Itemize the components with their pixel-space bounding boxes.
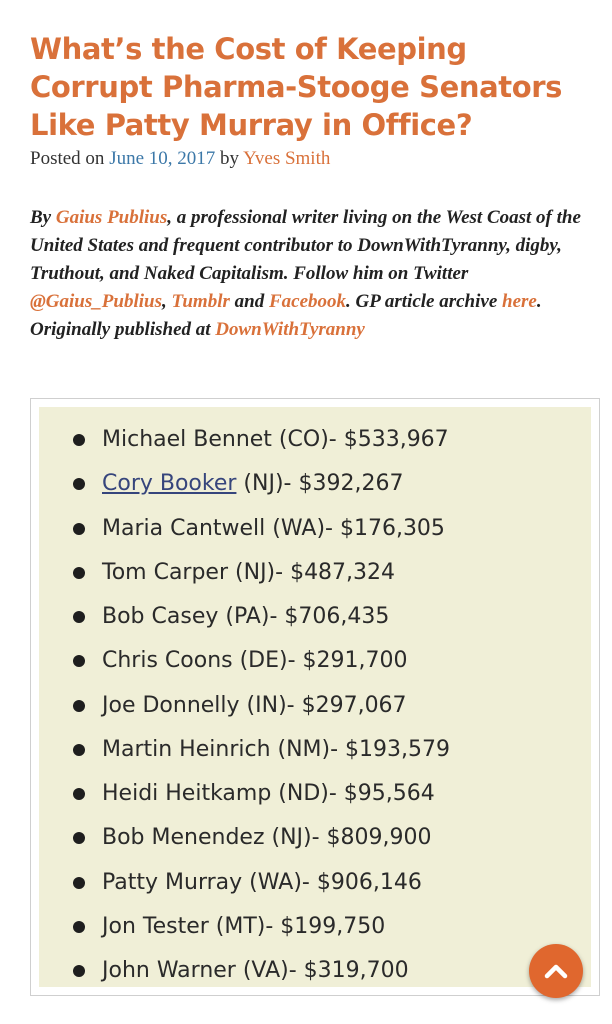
post-meta	[30, 148, 330, 170]
list-item	[39, 462, 591, 506]
senator-amount: (NJ)- $392,267	[236, 471, 404, 497]
bullet-icon	[73, 523, 85, 535]
senator-name: Tom Carper	[102, 559, 229, 585]
bullet-icon	[73, 877, 85, 889]
senator-name: Bob Casey	[102, 604, 219, 629]
senator-name: Bob Menendez	[102, 825, 265, 851]
bullet-icon	[73, 965, 85, 977]
senator-name: Maria Cantwell	[102, 515, 266, 541]
bullet-icon	[73, 832, 85, 844]
senator-name: John Warner	[102, 958, 236, 983]
list-item	[39, 551, 591, 595]
senator-amount: (NM)- $193,579	[270, 736, 451, 762]
list-item	[39, 728, 591, 772]
article-intro	[30, 204, 600, 344]
senator-amount: (CO)- $533,967	[271, 427, 449, 452]
post-date-link[interactable]: June 10, 2017	[109, 148, 216, 169]
list-item	[39, 949, 591, 993]
list-item	[39, 684, 591, 728]
bullet-icon	[73, 788, 85, 800]
senator-name: Jon Tester	[102, 913, 209, 939]
chevron-up-icon	[544, 963, 568, 979]
archive-here-link[interactable]: here	[502, 291, 537, 312]
senator-name: Patty Murray	[102, 869, 243, 895]
list-item	[39, 816, 591, 860]
intro-published-text: . Originally published at	[30, 291, 542, 340]
senator-name: Michael Bennet	[102, 427, 272, 452]
bullet-icon	[73, 567, 85, 579]
bullet-icon	[73, 700, 85, 712]
senator-amount: (DE)- $291,700	[232, 648, 408, 674]
list-item	[39, 595, 591, 639]
senator-amount: (ND)- $95,564	[271, 781, 435, 806]
list-item	[39, 639, 591, 683]
list-item	[39, 861, 591, 905]
posted-on-label: Posted on	[30, 148, 110, 169]
bullet-icon	[73, 434, 85, 446]
bullet-icon	[73, 478, 85, 490]
bullet-icon	[73, 655, 85, 667]
scroll-to-top-button[interactable]	[529, 944, 583, 998]
senator-amount: (NJ)- $809,900	[264, 825, 432, 851]
senator-amount: (WA)- $906,146	[242, 869, 422, 895]
senator-name: Joe Donnelly	[102, 692, 240, 718]
author-link[interactable]: Gaius Publius	[55, 207, 168, 228]
intro-text: , a professional writer living on the West Coast of the United States and frequent contributor to DownWithTyranny, digby, Truthout, and Naked Capitalism. Follow him on Twitter	[30, 207, 581, 284]
bullet-icon	[73, 744, 85, 756]
facebook-link[interactable]: Facebook	[268, 291, 347, 312]
senator-name: Martin Heinrich	[102, 736, 271, 762]
intro-and: and	[229, 291, 269, 312]
by-label: by	[215, 148, 244, 169]
intro-sep: ,	[161, 291, 172, 312]
senator-amount: (IN)- $297,067	[239, 692, 407, 718]
list-item	[39, 418, 591, 462]
list-item	[39, 507, 591, 551]
post-author-link[interactable]: Yves Smith	[243, 148, 331, 169]
senator-amount: (MT)- $199,750	[208, 913, 386, 939]
senator-name: Chris Coons	[102, 648, 233, 674]
senator-list-panel	[39, 407, 591, 987]
senator-amount: (PA)- $706,435	[218, 604, 390, 629]
article-title: What’s the Cost of Keeping Corrupt Pharma-Stooge Senators Like Patty Murray in Office?	[30, 32, 563, 142]
intro-by: By	[30, 207, 56, 228]
senator-name: Heidi Heitkamp	[102, 781, 272, 806]
list-item	[39, 905, 591, 949]
bullet-icon	[73, 921, 85, 933]
senator-amount: (WA)- $176,305	[265, 515, 445, 541]
bullet-icon	[73, 611, 85, 623]
list-item	[39, 772, 591, 816]
senator-list-image	[30, 398, 600, 996]
twitter-link[interactable]: @Gaius_Publius	[30, 291, 162, 312]
senator-list	[39, 418, 591, 993]
intro-archive-text: . GP article archive	[346, 291, 503, 312]
senator-amount: (NJ)- $487,324	[228, 559, 396, 585]
tumblr-link[interactable]: Tumblr	[171, 291, 230, 312]
downwithtyranny-link[interactable]: DownWithTyranny	[215, 319, 365, 340]
senator-amount: (VA)- $319,700	[235, 958, 409, 983]
senator-name-link[interactable]: Cory Booker	[102, 471, 237, 497]
